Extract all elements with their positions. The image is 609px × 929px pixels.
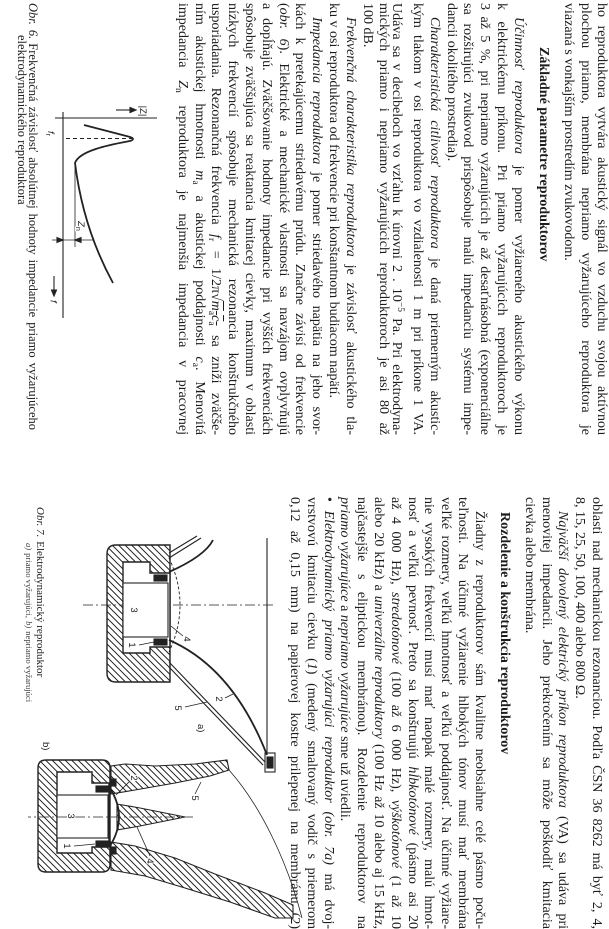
text-run: menovitej impedancii. Jeho prekročením sa môže poškodiť kmitacia xyxy=(538,497,554,929)
text-run: 3 až 5 %, pri nepriamo vyžarujúcich je až desaťnásobná (exponenciálne xyxy=(477,3,493,435)
text-run: je závislosť akustického tla- xyxy=(342,256,358,435)
text-run: Frekvenčná charakteristika reproduktora xyxy=(342,17,358,257)
text-run: sme už uviedli. xyxy=(337,732,353,822)
text-run: a dopĺňajú. Zväčšovanie hodnoty impedancie pri vyšších frekvenciách xyxy=(258,3,274,435)
part-label-cone: 2 xyxy=(213,696,224,702)
text-run: výškotónové xyxy=(387,799,403,869)
text-run: . Menovitá xyxy=(191,366,207,435)
leader-line xyxy=(225,694,233,698)
part-label-pole: 3 xyxy=(128,607,139,613)
text-run: Žiadny z reproduktorov sám kvalitne neobsiahne celé pásmo poču- xyxy=(471,511,487,929)
text-run: nízkych frekvencií spôsobuje mechanická rezonancia konštrukčného xyxy=(225,3,241,435)
text-run: n xyxy=(172,88,183,93)
part-label-coil: 1 xyxy=(61,843,72,849)
figure-number: Obr. 7. xyxy=(34,507,46,538)
text-run: univerzálne reproduktory xyxy=(371,595,387,739)
horn-mouth-outline xyxy=(229,770,302,918)
text-run: spôsobuje zväčšujúca sa reaktancia kmitacej cievky, maximum v oblasti xyxy=(242,3,258,435)
figure-7b-horn-radiator xyxy=(28,742,302,918)
text-run: ku v osi reproduktora od frekvencie pri konštantnom budiacom napätí. xyxy=(326,3,342,399)
text-run: impedancia xyxy=(174,3,190,81)
figure-6-caption-continuation xyxy=(15,35,28,205)
caption-text: elektrodynamického reproduktora xyxy=(15,35,29,205)
leader-line xyxy=(195,782,201,794)
text-run: stredotónové xyxy=(387,592,403,664)
panel-b-key: b) xyxy=(24,621,34,629)
label-subscript: r xyxy=(44,133,51,136)
text-run: nepriamo vyžarujúce xyxy=(337,614,353,733)
text-run: m xyxy=(191,170,207,181)
text-run: má dvoj- xyxy=(320,864,336,929)
text-run: je pomer striedavého napätia na jeho svor- xyxy=(309,164,325,435)
text-run: m xyxy=(208,300,224,311)
text-run: obr. 6 xyxy=(275,7,291,46)
text-run: 1 xyxy=(303,662,319,670)
dimension-arrowhead-icon xyxy=(75,238,81,243)
text-run: 0,12 až 0,15 mm) na papierovej kostre prilepenej na membránu (2) xyxy=(287,497,303,929)
text-run: viazaná s vonkajším prostredím zvukovodom. xyxy=(560,3,576,261)
diaphragm-clamp xyxy=(110,779,116,786)
leader-line xyxy=(185,702,207,707)
text-run: vrstvovú kmitaciu cievku ( xyxy=(303,497,319,663)
leader-line xyxy=(137,827,150,856)
text-run: teľnosti. Na účinné vyžiarenie hlbokých tónov musí mať membrána xyxy=(455,497,471,929)
panel-a-key: a) xyxy=(24,543,34,551)
basket xyxy=(169,662,265,762)
panel-a-label: a) xyxy=(195,724,206,733)
figure-7a-direct-radiator xyxy=(83,536,275,772)
text-run: plochou priamo, membrána nepriamo vyžarujúceho reproduktora je xyxy=(577,3,593,435)
figure-6-impedance-graph xyxy=(44,106,157,318)
text-run: a xyxy=(337,601,353,615)
section-heading: Rozdelenie a konštrukcia reproduktorov xyxy=(496,512,512,755)
text-run: a xyxy=(189,180,200,185)
text-run: Najväčší dovolený elektrický príkon reproduktora xyxy=(555,511,571,808)
part-label-pole: 3 xyxy=(65,813,76,819)
text-run: Udáva sa v decibeloch vo vzťahu k úrovni 2 . 10 xyxy=(389,3,405,302)
text-run: až 4 000 Hz), xyxy=(387,497,403,593)
text-run: priamo vyžarujúce xyxy=(337,497,353,602)
text-run: (pásmo asi 20 xyxy=(404,834,420,929)
label-subscript: n xyxy=(74,226,81,231)
figure-number: Obr. 6. xyxy=(26,3,40,40)
text-run: r xyxy=(206,238,217,242)
panel-a-description: priamo vyžarujúci, xyxy=(24,553,34,619)
text-run: oblasti nad mechanickou rezonanciou. Podľa ČSN 36 8262 má byť 2, 4, xyxy=(589,497,604,929)
part-label-horn: 5 xyxy=(189,795,200,801)
part-label-plug: 4 xyxy=(144,858,155,864)
text-run: ho reproduktora vytvára akustický signál vo vzduchu svojou aktívnou xyxy=(594,3,609,435)
text-run: sa zníži zväčše- xyxy=(208,325,224,435)
nominal-impedance-label xyxy=(74,220,86,231)
text-run: mických priamo i nepriamo vyžarujúcich reproduktoroch je asi 80 až xyxy=(376,3,392,435)
text-run: ( xyxy=(275,3,291,8)
impedance-curve xyxy=(75,125,133,283)
text-run: dancii okolitého prostredia). xyxy=(443,3,459,162)
part-label-coil: 1 xyxy=(126,642,137,648)
text-run: • xyxy=(320,497,336,511)
text-run: 8, 15, 25, 50, 100, 400 alebo 800 Ω. xyxy=(572,497,588,699)
text-run: a xyxy=(206,321,217,326)
caption-text: Frekvenčná závislosť absolútnej hodnoty impedancie priamo vyžarujúceho xyxy=(26,43,40,430)
arrow-right-icon xyxy=(52,290,57,296)
part-label-basket: 5 xyxy=(172,705,183,711)
text-run: ). Elektrické a mechanické vlastnosti sa navzájom ovplyvňujú xyxy=(275,45,291,435)
text-run: (100 Hz až 10 alebo aj 15 kHz, xyxy=(371,738,387,929)
text-run: k elektrickému príkonu. Pri priamo vyžarujúcich reproduktoroch je xyxy=(494,3,510,435)
text-run: Impedancia reproduktora xyxy=(309,17,325,165)
part-label-spider: 4 xyxy=(181,636,192,642)
voice-coil xyxy=(96,786,108,792)
label-base: Z xyxy=(75,221,86,227)
text-run: sa rozširujúci zvukovod prispôsobuje malú impedanciu systému impe- xyxy=(460,3,476,435)
text-run: c xyxy=(191,356,207,363)
text-run: −5 xyxy=(395,301,406,312)
section-heading: Základné parametre reproduktorov xyxy=(535,47,551,262)
text-run: Účinnosť reproduktora xyxy=(510,17,526,154)
text-run: je daná priemerným akustic- xyxy=(426,248,442,435)
text-run: najčastejšie s eliptickou membránou). Rozdelenie reproduktorov na xyxy=(354,497,370,929)
basket-left-part xyxy=(169,538,201,558)
text-run: Elektrodynamický priamo vyžarujúci reproduktor (obr. 7a) xyxy=(320,510,336,865)
basket-left-part xyxy=(169,536,197,553)
arrow-up-icon xyxy=(130,108,136,113)
text-run: (VA) sa udáva pri xyxy=(555,807,571,929)
voice-coil xyxy=(96,841,108,847)
text-run: alebo 20 kHz) a xyxy=(371,497,387,596)
text-run: veľké rozmery, veľkú hmotnosť a veľkú poddajnosť. Na účinné vyžiare- xyxy=(438,497,454,929)
text-run: hĺbkotónové xyxy=(404,766,420,835)
panel-b-label: b) xyxy=(40,742,51,751)
leader-line xyxy=(171,626,183,636)
text-run: kách k pretekajúcemu striedavému prúdu. Značne závisí od frekvencie xyxy=(292,3,308,435)
frequency-axis-label: f xyxy=(47,300,59,303)
impedance-axis-label: |Z| xyxy=(137,105,148,117)
text-run: je pomer vyžiareného akustického výkonu xyxy=(510,153,526,435)
text-run: a akustickej poddajnosti xyxy=(191,184,207,357)
text-run: ) (medený smaltovaný vodič s priemerom xyxy=(303,669,319,929)
text-run: Z xyxy=(174,80,190,89)
figure-7-subcaption xyxy=(24,543,34,702)
leader-line xyxy=(116,782,129,795)
text-run: kým tlakom v osi reproduktora vo vzdialenosti 1 m pri príkone 1 VA. xyxy=(410,3,426,435)
text-run: Pa. Pri elektrodyna- xyxy=(389,311,405,435)
text-run: $\overline{c}$ xyxy=(208,315,224,322)
resonance-frequency-label xyxy=(44,131,56,137)
voice-coil xyxy=(154,575,167,581)
panel-b-description: nepriamo vyžarujúci xyxy=(24,631,34,703)
text-run: = 1/2π√ xyxy=(208,241,224,301)
text-run: (100 až 6 000 Hz), xyxy=(387,663,403,800)
diaphragm-clamp xyxy=(110,847,116,854)
text-run: (1 až 10 xyxy=(387,868,403,929)
text-run: Charakteristická citlivosť reproduktora xyxy=(426,17,442,249)
text-run: nosť a veľkú pevnosť. Preto sa konštruujú xyxy=(404,497,420,767)
text-run: usporiadania. Rezonančná frekvencia xyxy=(208,3,224,235)
text-run: a xyxy=(206,310,217,316)
figure-7-caption xyxy=(33,507,46,677)
part-label-diaphragm: 2 xyxy=(128,775,139,781)
dimension-arrowhead-icon xyxy=(57,238,63,243)
text-run: f xyxy=(208,234,224,238)
label-base: f xyxy=(45,131,56,134)
horn-right-wall xyxy=(111,842,293,918)
cone-surround-core xyxy=(267,757,273,768)
text-run: nie vysokých frekvencií musí mať naopak malé rozmery, malú hmot- xyxy=(421,497,437,929)
text-run: cievka alebo membrána. xyxy=(521,497,537,634)
text-run: a xyxy=(189,362,200,367)
text-run: reproduktora je najmenšia impedancia v pracovnej xyxy=(174,92,190,435)
text-run: 100 dB. xyxy=(359,3,375,48)
text-run: ním akustickej hmotnosti xyxy=(191,3,207,171)
voice-coil xyxy=(154,639,167,645)
caption-title: Elektrodynamický reproduktor xyxy=(34,541,46,678)
